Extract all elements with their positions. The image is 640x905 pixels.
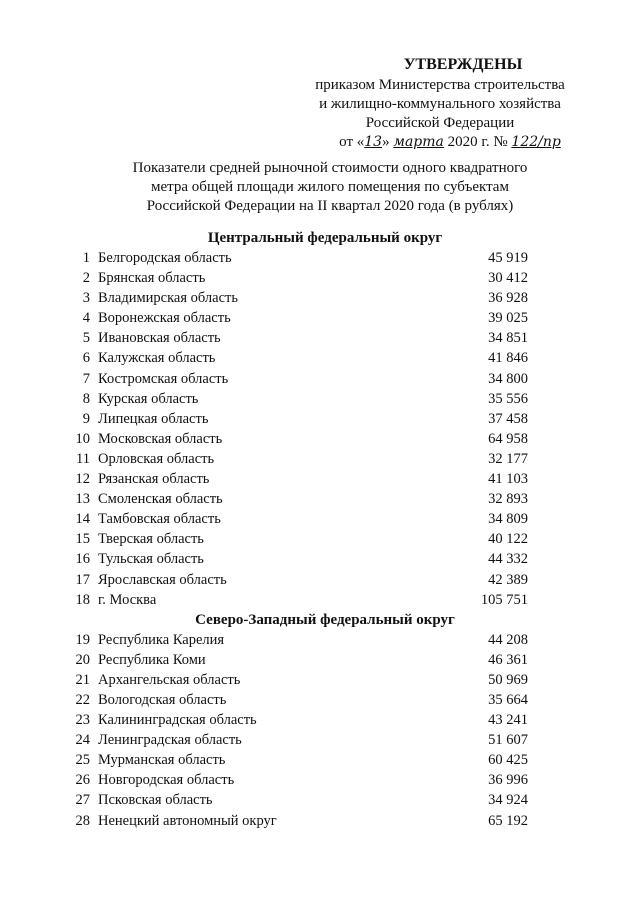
region-name: Вологодская область [98,691,227,708]
row-number: 20 [75,651,90,668]
region-name: Ненецкий автономный округ [98,812,277,829]
table-row [70,308,540,328]
price-value: 64 958 [488,430,528,447]
region-name: Псковская область [98,792,213,809]
date-mid: » [382,134,394,150]
row-number: 7 [82,370,90,387]
row-number: 26 [75,772,90,789]
table-row [70,630,540,650]
approval-line-2: и жилищно-коммунального хозяйства [319,96,561,112]
price-value: 41 103 [488,471,528,488]
price-value: 35 664 [488,691,528,708]
date-year: 2020 г. № [443,134,512,150]
row-number: 2 [82,270,90,287]
table-row [70,389,540,409]
handwritten-order-number: 122/пр [511,134,561,150]
price-value: 36 928 [488,290,528,307]
row-number: 19 [75,631,90,648]
date-prefix: от « [339,134,365,150]
table-row [70,770,540,790]
row-number: 23 [75,712,90,729]
table-row [70,288,540,308]
price-value: 65 192 [488,812,528,829]
row-number: 22 [75,691,90,708]
price-value: 37 458 [488,410,528,427]
price-value: 50 969 [488,671,528,688]
table-row [70,268,540,288]
table-row [70,469,540,489]
region-name: Липецкая область [98,410,209,427]
row-number: 27 [75,792,90,809]
row-number: 14 [75,511,90,528]
region-name: Тамбовская область [98,511,221,528]
region-name: Республика Карелия [98,631,225,648]
region-name: Ленинградская область [98,732,242,749]
row-number: 28 [75,812,90,829]
table-row [70,690,540,710]
region-name: Костромская область [98,370,229,387]
table-row [70,429,540,449]
row-number: 10 [75,430,90,447]
price-value: 40 122 [488,531,528,548]
table-row [70,670,540,690]
table-row [70,489,540,509]
table-row [70,529,540,549]
handwritten-day: 13 [364,134,383,150]
price-value: 34 924 [488,792,528,809]
heading-line-2: метра общей площади жилого помещения по субъектам [151,179,509,195]
table-row [70,369,540,389]
price-value: 34 851 [488,330,528,347]
region-name: Ярославская область [98,571,227,588]
price-value: 60 425 [488,752,528,769]
document-heading [110,159,550,216]
row-number: 13 [75,491,90,508]
row-number: 25 [75,752,90,769]
table-row [70,570,540,590]
table-row [70,710,540,730]
region-name: Республика Коми [98,651,206,668]
row-number: 11 [76,450,90,467]
heading-line-1: Показатели средней рыночной стоимости одного квадратного [132,160,528,176]
table-row [70,750,540,770]
approval-line-1: приказом Министерства строительства [315,77,565,93]
price-value: 45 919 [488,250,528,266]
approval-title: УТВЕРЖДЕНЫ [403,56,523,73]
heading-line-3: Российской Федерации на II квартал 2020 года (в рублях) [146,198,514,214]
handwritten-month: марта [393,134,444,150]
price-value: 34 800 [488,370,528,387]
region-name: Рязанская область [98,471,210,488]
price-value: 43 241 [488,712,528,729]
price-table [70,228,540,831]
region-name: Владимирская область [98,290,238,307]
table-row [70,730,540,750]
order-date-line [300,133,580,152]
row-number: 21 [75,671,90,688]
region-name: Брянская область [98,270,206,287]
table-row [70,590,540,610]
region-name: Калининградская область [98,712,257,729]
price-value: 42 389 [488,571,528,588]
region-name: Новгородская область [98,772,235,789]
region-name: Калужская область [98,350,216,367]
row-number: 1 [82,250,90,266]
table-row [70,449,540,469]
row-number: 15 [75,531,90,548]
table-row [70,409,540,429]
district-heading: Северо-Западный федеральный округ [195,611,455,628]
price-value: 30 412 [488,270,528,287]
price-value: 34 809 [488,511,528,528]
table-row [70,348,540,368]
price-value: 105 751 [480,591,528,608]
region-name: Московская область [98,430,223,447]
table-row [70,549,540,569]
region-name: Тверская область [98,531,204,548]
price-value: 44 208 [488,631,528,648]
table-row [70,509,540,529]
region-name: Смоленская область [98,491,223,508]
row-number: 16 [75,551,90,568]
region-name: Мурманская область [98,752,226,769]
region-name: Воронежская область [98,310,231,327]
price-value: 41 846 [488,350,528,367]
row-number: 12 [75,471,90,488]
table-row [70,790,540,810]
region-name: Тульская область [98,551,204,568]
table-row [70,248,540,268]
approval-block [300,55,580,152]
row-number: 8 [82,390,90,407]
region-name: Орловская область [98,450,215,467]
price-value: 39 025 [488,310,528,327]
price-value: 46 361 [488,651,528,668]
price-value: 36 996 [488,772,528,789]
table-row [70,811,540,831]
price-value: 51 607 [488,732,528,749]
row-number: 24 [75,732,90,749]
table-row [70,328,540,348]
price-value: 35 556 [488,390,528,407]
region-name: г. Москва [98,591,157,608]
row-number: 17 [75,571,90,588]
row-number: 9 [82,410,90,427]
region-name: Курская область [98,390,199,407]
price-value: 32 177 [488,450,528,467]
row-number: 6 [82,350,90,367]
price-value: 44 332 [488,551,528,568]
region-name: Белгородская область [98,250,232,266]
region-name: Ивановская область [98,330,221,347]
district-heading: Центральный федеральный округ [207,230,443,246]
row-number: 5 [82,330,90,347]
approval-line-3: Российской Федерации [365,115,515,131]
row-number: 18 [75,591,90,608]
table-row [70,650,540,670]
row-number: 4 [82,310,90,327]
row-number: 3 [82,290,90,307]
price-value: 32 893 [488,491,528,508]
region-name: Архангельская область [98,671,241,688]
